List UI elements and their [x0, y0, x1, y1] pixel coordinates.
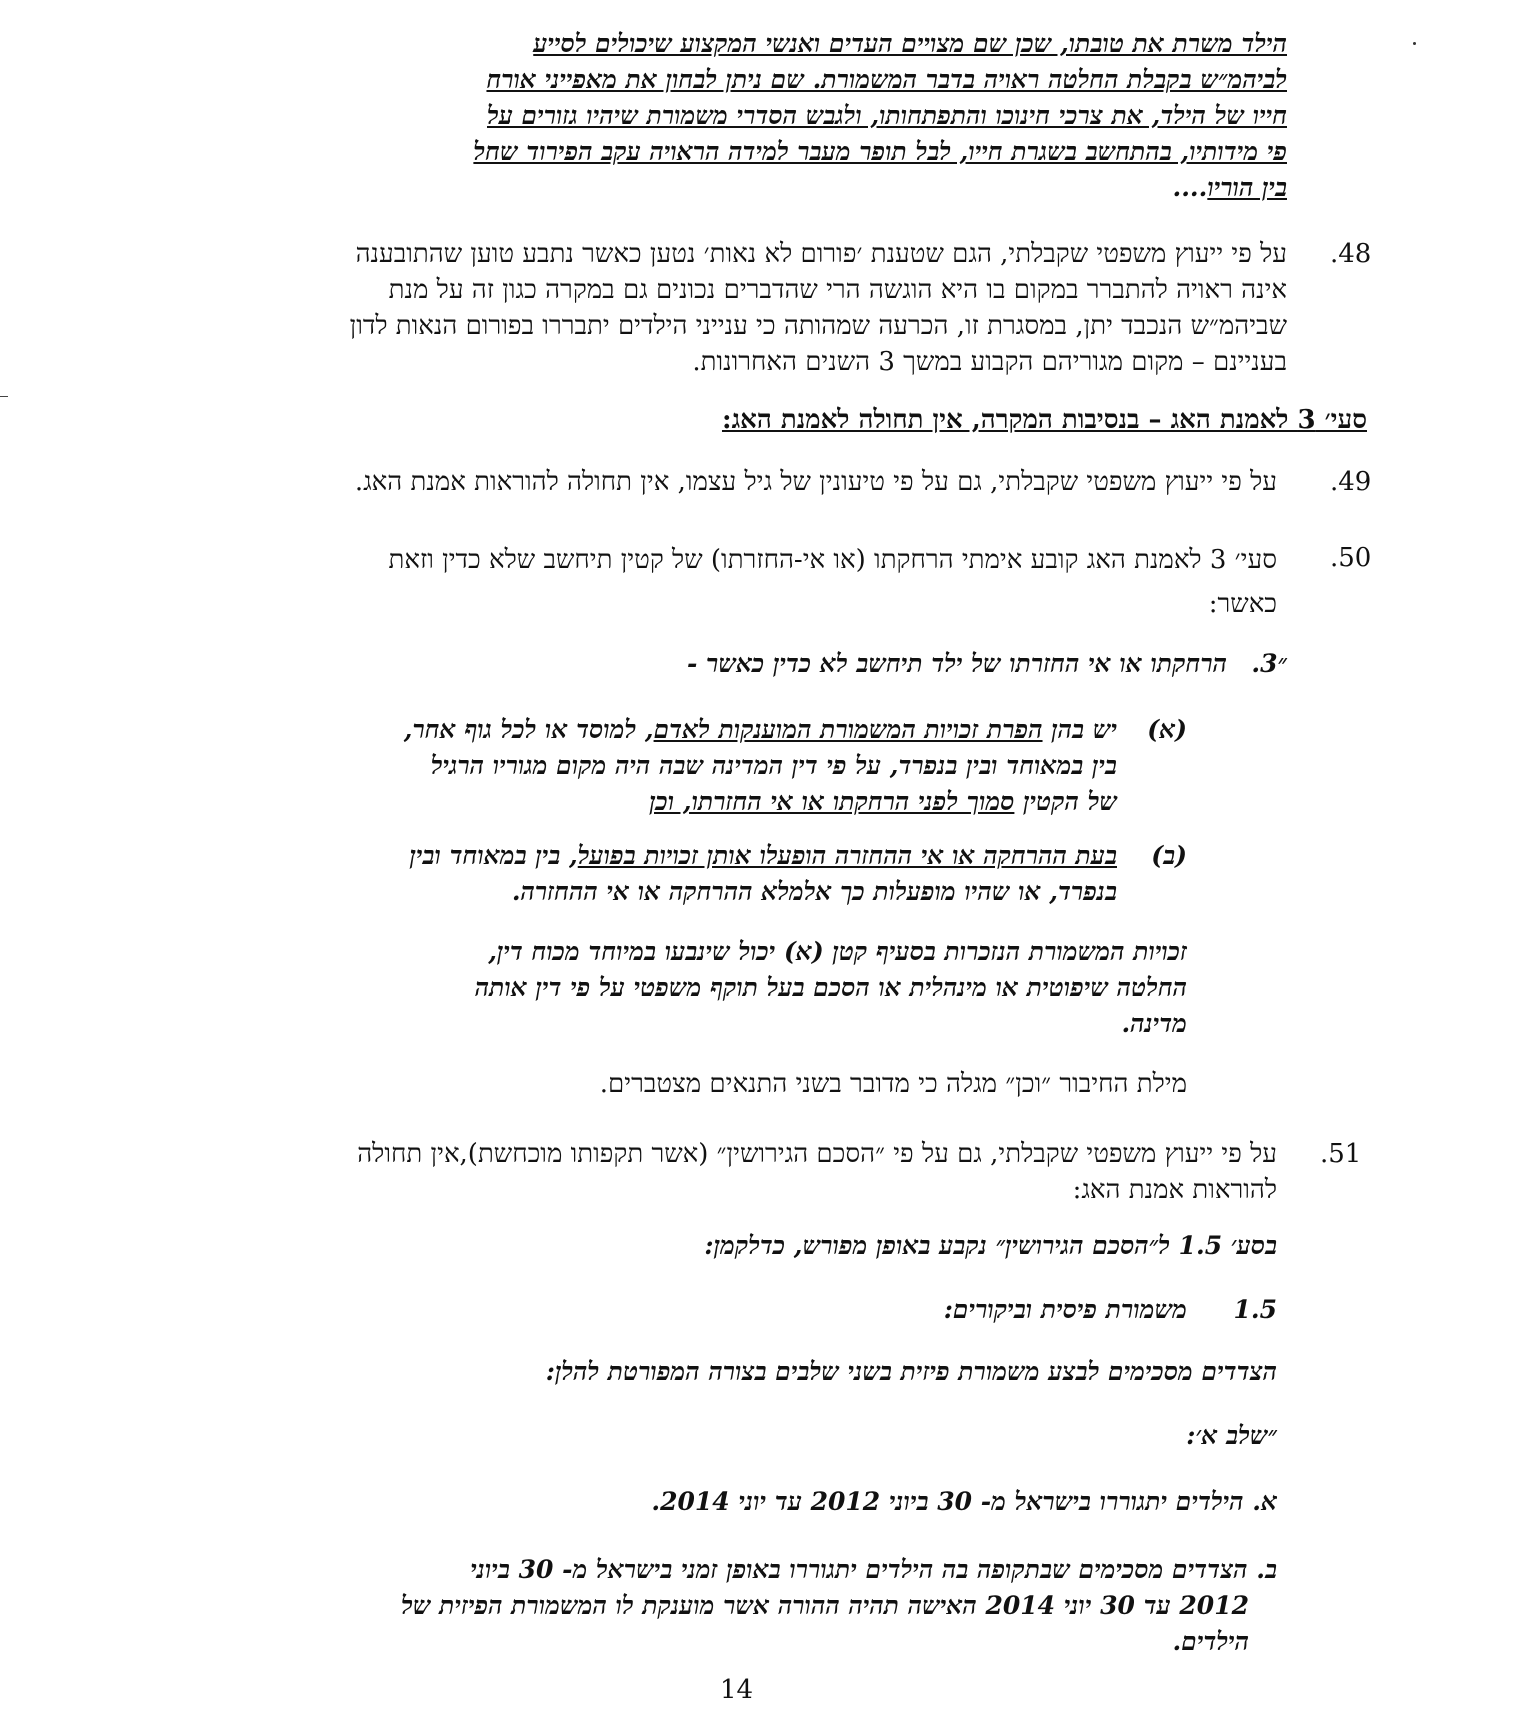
quote-underlined-text: בין הוריו: [1207, 173, 1287, 202]
paragraph-48: [117, 236, 1287, 380]
clause-line: הילדים.: [1172, 1627, 1249, 1656]
quote-tail: ....: [1172, 173, 1208, 202]
item-marker: (ב): [1151, 841, 1187, 870]
item-underlined-text: הפרת זכויות המשמורת המוענקות לאדם: [653, 715, 1043, 744]
item-text: , בין במאוחד ובין: [409, 841, 578, 870]
paragraph-51: [107, 1136, 1277, 1208]
divorce-intro: בסע׳ 1.5 ל״הסכם הגירושין״ נקבע באופן מפורש, כדלקמן:: [704, 1231, 1277, 1260]
paragraph-line: בעניינם – מקום מגוריהם הקבוע במשך 3 השנים האחרונות.: [692, 347, 1287, 377]
quote-continuation: [227, 26, 1287, 206]
margin-mark: [0, 396, 8, 397]
paragraph-50: [117, 538, 1277, 626]
stage-a-label: ״שלב א׳:: [1186, 1421, 1277, 1450]
note-line: מדינה.: [1121, 1009, 1187, 1038]
item-text: של הקטין: [1014, 787, 1117, 816]
section-title: משמורת פיסית וביקורים:: [943, 1295, 1187, 1324]
item-text: יש בהן: [1042, 715, 1117, 744]
quote-line: [227, 170, 1287, 206]
item-line: בנפרד, או שהיו מופעלות כך אלמלא ההרחקה או אי ההחזרה.: [511, 877, 1117, 906]
paragraph-number: .48: [1330, 239, 1372, 269]
paragraph-line: סעי׳ 3 לאמנת האג קובע אימתי הרחקתו (או אי-החזרתו) של קטין תיחשב שלא כדין וזאת: [388, 545, 1277, 575]
clause-a: א. הילדים יתגוררו בישראל מ- 30 ביוני 2012 עד יוני 2014.: [651, 1487, 1277, 1516]
speck-mark: [1413, 42, 1416, 45]
clause-b: [237, 1552, 1277, 1660]
item-line: [212, 712, 1117, 748]
paragraph-line: על פי ייעוץ משפטי שקבלתי, גם על פי ״הסכם הגירושין״ (אשר תקפותו מוכחשת),אין תחולה: [357, 1139, 1277, 1169]
quote-line: פי מידותיו, בהתחשב בשגרת חייו, לבל תופר מעבר למידה הראויה עקב הפירוד שחל: [473, 137, 1287, 166]
section-heading: סעי׳ 3 לאמנת האג – בנסיבות המקרה, אין תחולה לאמנת האג:: [721, 405, 1367, 435]
quote-line: לביהמ״ש בקבלת החלטה ראויה בדבר המשמורת. שם ניתן לבחון את מאפייני אורח: [486, 65, 1287, 94]
paragraph-line: אינה ראויה להתברר במקום בו היא הוגשה הרי שהדברים נכונים גם במקרה כגון זה על מנת: [388, 275, 1287, 305]
item-line: בין במאוחד ובין בנפרד, על פי דין המדינה שבה היה מקום מגוריו הרגיל: [430, 751, 1117, 780]
parties-agree: הצדדים מסכימים לבצע משמורת פיזית בשני שלבים בצורה המפורטת להלן:: [545, 1357, 1277, 1386]
item-underlined-text: בעת ההרחקה או אי ההחזרה הופעלו אותן זכויות בפועל: [577, 841, 1117, 870]
clause-line: ב. הצדדים מסכימים שבתקופה בה הילדים יתגוררו באופן זמני בישראל מ- 30 ביוני: [470, 1555, 1277, 1584]
item-b: [212, 838, 1117, 910]
conjunction-note: מילת החיבור ״וכן״ מגלה כי מדובר בשני התנאים מצטברים.: [599, 1069, 1187, 1099]
item-a: [212, 712, 1117, 820]
rights-note: [212, 934, 1187, 1042]
item-marker: (א): [1147, 715, 1187, 744]
paragraph-49: על פי ייעוץ משפטי שקבלתי, גם על פי טיעונין של גיל עצמו, אין תחולה להוראות אמנת האג.: [354, 467, 1277, 497]
note-line: החלטה שיפוטית או מינהלית או הסכם בעל תוקף משפטי על פי דין אותה: [474, 973, 1187, 1002]
item-text: , למוסד או לכל גוף אחר,: [403, 715, 654, 744]
item-underlined-text: סמוך לפני הרחקתו או אי החזרתו, וכן: [649, 787, 1015, 816]
item-line: [212, 784, 1117, 820]
quote-line: הילד משרת את טובתו, שכן שם מצויים העדים ואנשי המקצוע שיכולים לסייע: [533, 29, 1287, 58]
clause-line: 2012 עד 30 יוני 2014 האישה תהיה ההורה אשר מוענקת לו המשמורת הפיזית של: [401, 1591, 1249, 1620]
section-number: 1.5: [1233, 1295, 1277, 1324]
article-3-lead: הרחקתו או אי החזרתו של ילד תיחשב לא כדין כאשר -: [686, 649, 1227, 678]
paragraph-line: להוראות אמנת האג:: [1072, 1175, 1277, 1205]
quote-line: חייו של הילד, את צרכי חינוכו והתפתחותו, ולגבש הסדרי משמורת שיהיו גזורים על: [487, 101, 1287, 130]
item-line: [212, 838, 1117, 874]
page-number: 14: [720, 1675, 754, 1705]
paragraph-number: .50: [1330, 543, 1372, 573]
paragraph-number: .49: [1330, 467, 1372, 497]
paragraph-number: .51: [1320, 1139, 1362, 1169]
paragraph-line: על פי ייעוץ משפטי שקבלתי, הגם שטענת ׳פורום לא נאות׳ נטען כאשר נתבע טוען שהתובענה: [355, 239, 1287, 269]
paragraph-line: שביהמ״ש הנכבד יתן, במסגרת זו, הכרעה שמהותה כי ענייני הילדים יתבררו בפורום הנאות לדון: [349, 311, 1287, 341]
article-marker: ״3.: [1251, 649, 1287, 678]
paragraph-line: כאשר:: [1208, 589, 1277, 619]
note-line: זכויות המשמורת הנזכרות בסעיף קטן (א) יכול שינבעו במיוחד מכוח דין,: [488, 937, 1187, 966]
